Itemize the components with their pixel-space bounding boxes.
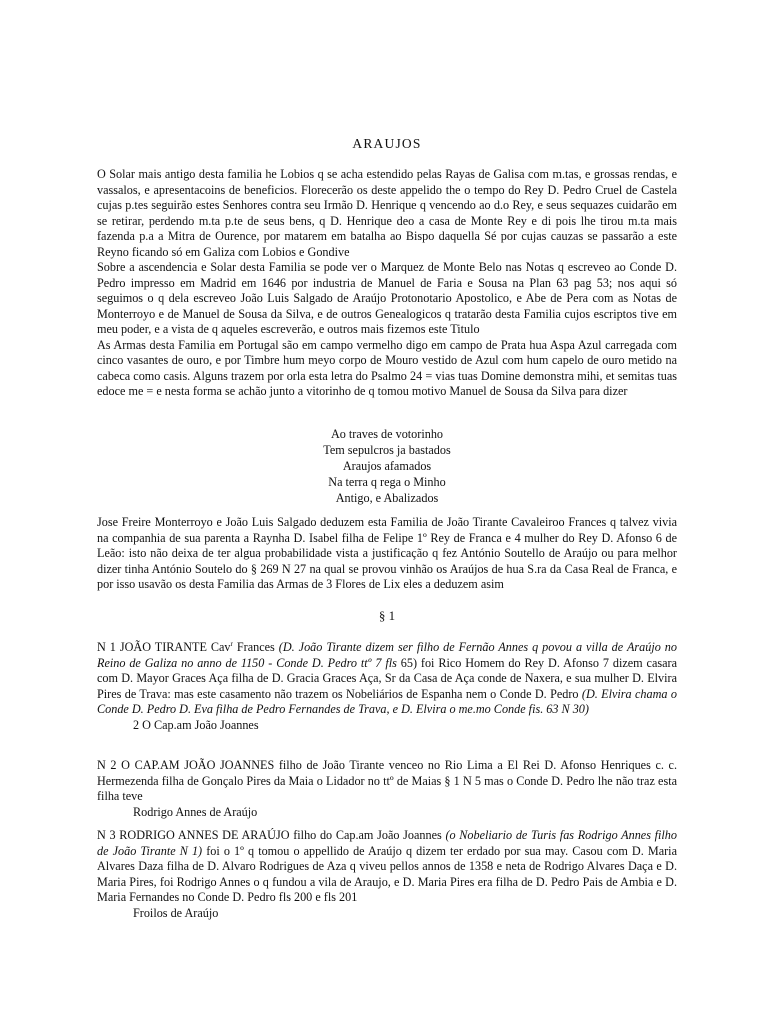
- entry-n1-head-tail: Frances: [232, 640, 279, 654]
- intro-section: [97, 167, 677, 400]
- entry-n3-head: N 3 RODRIGO ANNES DE ARAÚJO filho do Cap.am João Joannes: [97, 828, 446, 842]
- entry-n2: [97, 758, 677, 820]
- page-title: ARAUJOS: [352, 136, 422, 151]
- poem-line: Araujos afamados: [342, 459, 432, 473]
- section-heading: § 1: [378, 608, 396, 623]
- entry-n1-body: 65) foi Rico Homem do Rey D. Afonso 7 dizem casara com D. Mayor Graces Aça filha de D. Gracia Graces Aça, Sr da Casa de Aça conde de Naxera, e sua mulher D. Elvira Pires de Trava: mas este casamento não trazem os Nobeliários de Espanha nem o Conde D. Pedro: [97, 655, 677, 701]
- entry-n1-superscript: r: [230, 639, 233, 648]
- entry-n1: [97, 640, 677, 733]
- poem: [97, 426, 677, 506]
- entry-n1-child: 2 O Cap.am João Joannes: [133, 717, 259, 732]
- intro-paragraph-solar: O Solar mais antigo desta familia he Lobios q se acha estendido pelas Rayas de Galisa com m.tas, e grossas rendas, e vassalos, e apresentacoins de beneficios. Florecerão os deste appelido the o tempo do Rey D. Pedro Cruel de Castela cujas p.tes seguirão estes Senhores contra seu Irmão D. Henrique q vencendo ao d.o Rey, e seus sequazes cuidarão em se retirar, perdendo m.ta p.te de seus bens, q D. Henrique deo a casa de Monte Rey e di pois lhe tirou m.ta mais fazenda p.a a Mitra de Ourence, por matarem em batalha ao Bispo daquella Sé por cujas cauzas se passarão a este Reyno ficando só em Galiza com Lobios e Gondive: [97, 167, 677, 259]
- entry-n3-italic-note: (o Nobeliario de Turis fas Rodrigo Annes filho de João Tirante N 1): [97, 828, 677, 858]
- entry-n2-text: N 2 O CAP.AM JOÃO JOANNES filho de João Tirante venceo no Rio Lima a El Rei D. Afonso Henriques c. c. Hermezenda filha de Gonçalo Pires da Maia o Lidador no ttº de Maias § 1 N 5 mas o Conde D. Pedro lhe não traz esta filha teve: [97, 758, 677, 803]
- intro-paragraph-ascendencia: Sobre a ascendencia e Solar desta Familia se pode ver o Marquez de Monte Belo nas Notas q escreveo ao Conde D. Pedro impresso em Madrid em 1646 por industria de Manuel de Faria e Sousa na Plan 63 pag 53; nos aqui só seguimos o q dela escreveo João Luis Salgado de Araújo Protonotario Apostolico, e Abe de Pera com as Notas de Monterroyo e de Manuel de Sousa da Silva, e de outros Genealogicos q tratarão desta Familia cujos escriptos tive em meu poder, e a vista de q aqueles escreverão, e outros mais fizemos este Titulo: [97, 260, 677, 336]
- entry-n3-body: foi o 1º q tomou o appellido de Araújo q dizem ter erdado por sua may. Casou com D. Maria Alvares Daza filha de D. Alvaro Rodrigues de Aza q viveu pellos annos de 1358 e neta de Rodrigo Alvares Daça e D. Maria Pires, foi Rodrigo Annes o q fundou a vila de Araujo, e D. Maria Pires era filha de D. Pedro Pais de Ambia e D. Maria Fernandes no Conde D. Pedro fls 200 e fls 201: [97, 843, 677, 904]
- poem-line: Tem sepulcros ja bastados: [323, 443, 451, 457]
- entry-n3-text: [97, 828, 677, 906]
- intro-paragraph-armas: As Armas desta Familia em Portugal são em campo vermelho digo em campo de Prata hua Aspa Azul carregada com cinco vasantes de ouro, e por Timbre hum meyo corpo de Mouro vestido de Azul com hum capelo de ouro metido na cabeca como casis. Alguns trazem por orla esta letra do Psalmo 24 = vias tuas Domine demonstra mihi, et semitas tuas edoce me = e nesta forma se achão junto a vitorinho de q tomou motivo Manuel de Sousa da Silva para dizer: [97, 337, 677, 398]
- poem-line: Antigo, e Abalizados: [335, 491, 439, 505]
- entry-n3: [97, 828, 677, 921]
- entry-n2-child: Rodrigo Annes de Araújo: [133, 804, 258, 819]
- origin-paragraph: Jose Freire Monterroyo e João Luis Salgado deduzem esta Familia de João Tirante Cavaleiroo Frances q talvez vivia na companhia de sua parenta a Raynha D. Isabel filha de Felipe 1º Rey de Franca e 4 mulher do Rey D. Afonso 6 de Leão: isto não deixa de ter algua probabilidade vista a justificação q fez António Soutello de Araújo ou para melhor dizer tinha António Soutelo do § 269 N 27 na qual se provou vinhão os Araújos de hua S.ra da Casa Real de Franca, e por isso usavão os desta Familia das Armas de 3 Flores de Lix eles a deduzem asim: [97, 515, 677, 591]
- origin-section: [97, 515, 677, 593]
- entry-n1-head: N 1 JOÃO TIRANTE Cav: [97, 640, 231, 654]
- entry-n1-italic-note-2: (D. Elvira chama o Conde D. Pedro D. Eva filha de Pedro Fernandes de Trava, e D. Elvira o me.mo Conde fis. 63 N 30): [97, 686, 677, 716]
- poem-line: Na terra q rega o Minho: [328, 475, 446, 489]
- entry-n1-italic-note: (D. João Tirante dizem ser filho de Fernão Annes q povou a villa de Araújo no Reino de Galiza no anno de 1150 - Conde D. Pedro ttº 7 fls: [97, 640, 677, 670]
- entry-n1-text: [97, 640, 677, 718]
- entry-n3-child: Froilos de Araújo: [133, 905, 219, 920]
- poem-line: Ao traves de votorinho: [330, 427, 444, 441]
